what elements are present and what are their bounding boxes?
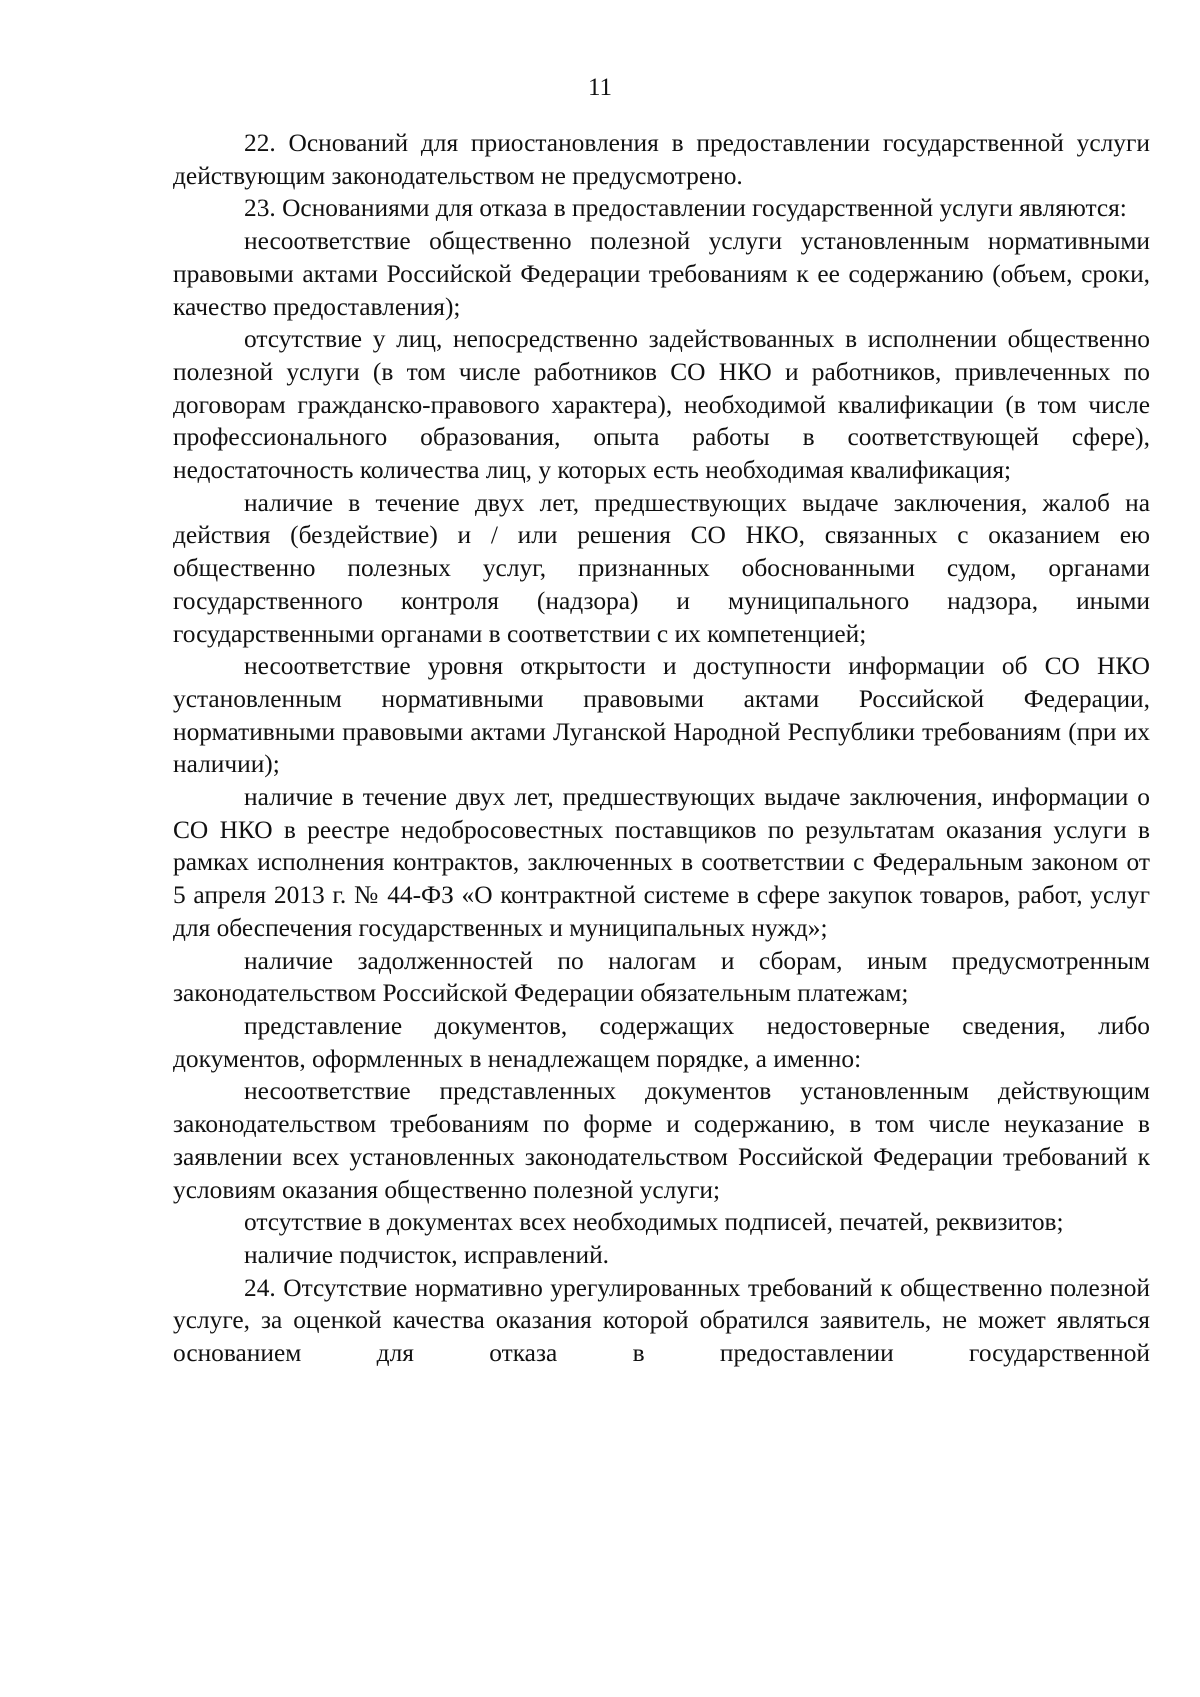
refusal-ground-service-nonconformity: несоответствие общественно полезной услуги установленным нормативными правовыми актами Российской Федерации требованиям к ее содержанию (объем, сроки, качество предоставления); [173, 227, 1150, 321]
page-number: 11 [587, 74, 613, 101]
refusal-ground-lack-of-qualification: отсутствие у лиц, непосредственно задействованных в исполнении общественно полезной услуги (в том числе работников СО НКО и работников, привлеченных по договорам гражданско-правового характера), необходимой квалификации (в том числе профессионального образования, опыта работы в соответствующей сфере), недостаточность количества лиц, у которых есть необходимая квалификация; [173, 325, 1150, 485]
refusal-ground-unreliable-documents: представление документов, содержащих недостоверные сведения, либо документов, оформленных в ненадлежащем порядке, а именно: [173, 1011, 1150, 1073]
document-defect-nonconformity: несоответствие представленных документов установленным действующим законодательством требованиям по форме и содержанию, в том числе неуказание в заявлении всех установленных законодательством Российской Федерации требований к условиям оказания общественно полезной услуги; [173, 1077, 1150, 1204]
document-defect-erasures: наличие подчисток, исправлений. [244, 1240, 610, 1269]
refusal-ground-tax-debts: наличие задолженностей по налогам и сборам, иным предусмотренным законодательством Российской Федерации обязательным платежам; [173, 946, 1150, 1008]
paragraph-24: 24. Отсутствие нормативно урегулированных требований к общественно полезной услуге, за оценкой качества оказания которой обратился заявитель, не может являться основанием для отказа в предоставлении государственной [173, 1273, 1150, 1368]
refusal-ground-information-openness: несоответствие уровня открытости и доступности информации об СО НКО установленным нормативными правовыми актами Российской Федерации, нормативными правовыми актами Луганской Народной Республики требованиям (при их наличии); [173, 652, 1150, 779]
refusal-ground-unscrupulous-suppliers: наличие в течение двух лет, предшествующих выдаче заключения, информации о СО НКО в реестре недобросовестных поставщиков по результатам оказания услуги в рамках исполнения контрактов, заключенных в соответствии с Федеральным законом от 5 апреля 2013 г. № 44-ФЗ «О контрактной системе в сфере закупок товаров, работ, услуг для обеспечения государственных и муниципальных нужд»; [173, 783, 1150, 942]
paragraph-22: 22. Оснований для приостановления в предоставлении государственной услуги действующим законодательством не предусмотрено. [173, 129, 1150, 190]
paragraph-23: 23. Основаниями для отказа в предоставлении государственной услуги являются: [244, 194, 1127, 223]
document-body [173, 127, 1150, 1370]
document-defect-missing-signatures: отсутствие в документах всех необходимых подписей, печатей, реквизитов; [244, 1208, 1064, 1237]
refusal-ground-complaints: наличие в течение двух лет, предшествующих выдаче заключения, жалоб на действия (бездействие) и / или решения СО НКО, связанных с оказанием ею общественно полезных услуг, признанных обоснованными судом, органами государственного контроля (надзора) и муниципального надзора, иными государственными органами в соответствии с их компетенцией; [173, 488, 1150, 648]
